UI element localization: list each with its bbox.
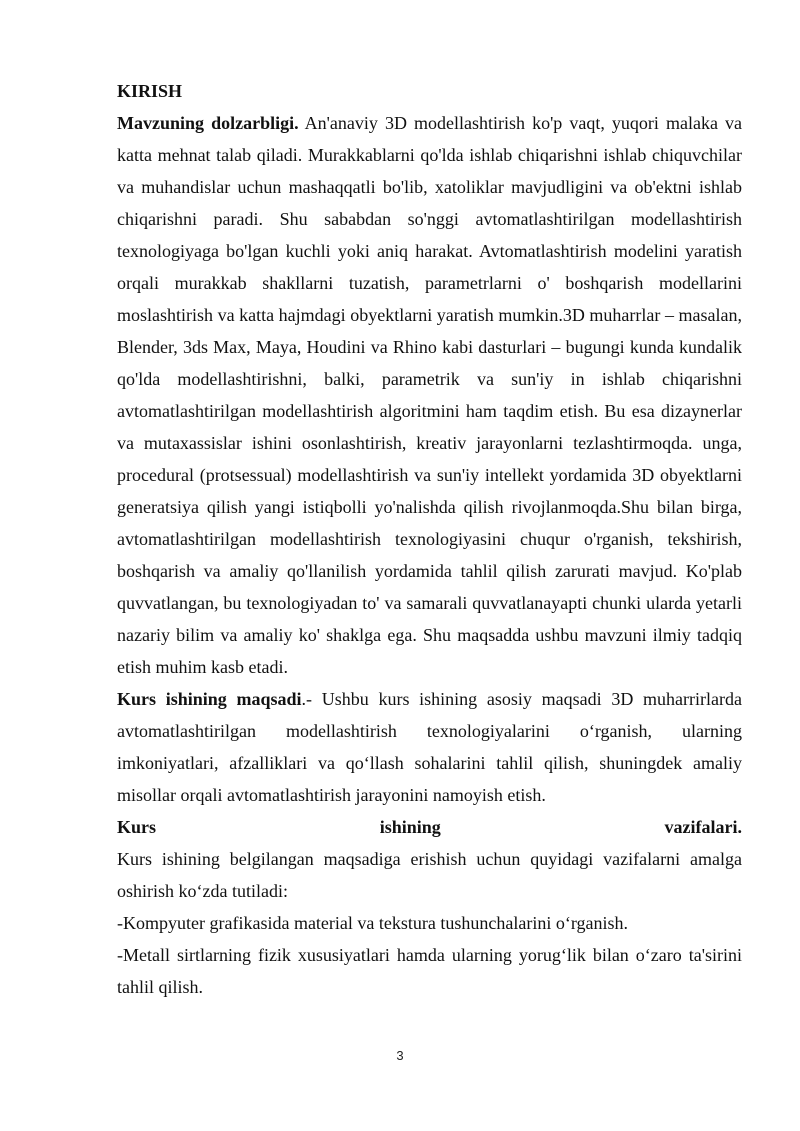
page-number: 3 (396, 1048, 404, 1063)
goal-title: Kurs ishining maqsadi (117, 689, 302, 709)
tasks-title: Kurs ishining vazifalari. (117, 817, 742, 837)
goal-text: .- Ushbu kurs ishining asosiy maqsadi 3D muharrirlarda avtomatlashtirilgan modellashtirish texnologiyalarini o‘rganish, ularning imkoniyatlari, afzalliklari va qo‘llash sohalarini tahlil qilish, shuningdek amaliy misollar orqali avtomatlashtirish jarayonini namoyish etish. (117, 689, 742, 805)
tasks-intro: Kurs ishining belgilangan maqsadiga erishish uchun quyidagi vazifalarni amalga oshirish ko‘zda tutiladi: (117, 849, 742, 901)
task-item-1: -Kompyuter grafikasida material va tekstura tushunchalarini o‘rganish. (117, 913, 629, 933)
task-item-2: -Metall sirtlarning fizik xususiyatlari hamda ularning yorug‘lik bilan o‘zaro ta'sirini tahlil qilish. (117, 945, 742, 997)
goal-paragraph (117, 683, 742, 811)
relevance-title: Mavzuning dolzarbligi. (117, 113, 299, 133)
relevance-paragraph (117, 107, 742, 683)
document-page (117, 75, 742, 1003)
section-heading: KIRISH (117, 81, 183, 101)
relevance-text: An'anaviy 3D modellashtirish ko'p vaqt, yuqori malaka va katta mehnat talab qiladi. Murakkablarni qo'lda ishlab chiqarishni ishlab chiquvchilar va muhandislar uchun mashaqqatli bo'lib, xatoliklar mavjudligini va ob'ektni ishlab chiqarishni paradi. Shu sababdan so'nggi avtomatlashtirilgan modellashtirish texnologiyaga bo'lgan kuchli yoki aniq harakat. Avtomatlashtirish modelini yaratish orqali murakkab shakllarni tuzatish, parametrlarni o' boshqarish modellarini moslashtirish va katta hajmdagi obyektlarni yaratish mumkin.3D muharrlar – masalan, Blender, 3ds Max, Maya, Houdini va Rhino kabi dasturlari – bugungi kunda kundalik qo'lda modellashtirishni, balki, parametrik va sun'iy in ishlab chiqarishni avtomatlashtirilgan modellashtirish algoritmini ham taqdim etish. Bu esa dizaynerlar va mutaxassislar ishini osonlashtirish, kreativ jarayonlarni tezlashtirmoqda. unga, procedural (protsessual) modellashtirish va sun'iy intellekt yordamida 3D obyektlarni generatsiya qilish yangi istiqbolli yo'nalishda qilish rivojlanmoqda.Shu bilan birga, avtomatlashtirilgan modellashtirish texnologiyasini chuqur o'rganish, tekshirish, boshqarish va amaliy qo'llanilish yordamida tahlil qilish zarurati mavjud. Ko'plab quvvatlangan, bu texnologiyadan to' va samarali quvvatlanayapti chunki ularda yetarli nazariy bilim va amaliy ko' shaklga ega. Shu maqsadda ushbu mavzuni ilmiy tadqiq etish muhim kasb etadi. (117, 113, 743, 677)
